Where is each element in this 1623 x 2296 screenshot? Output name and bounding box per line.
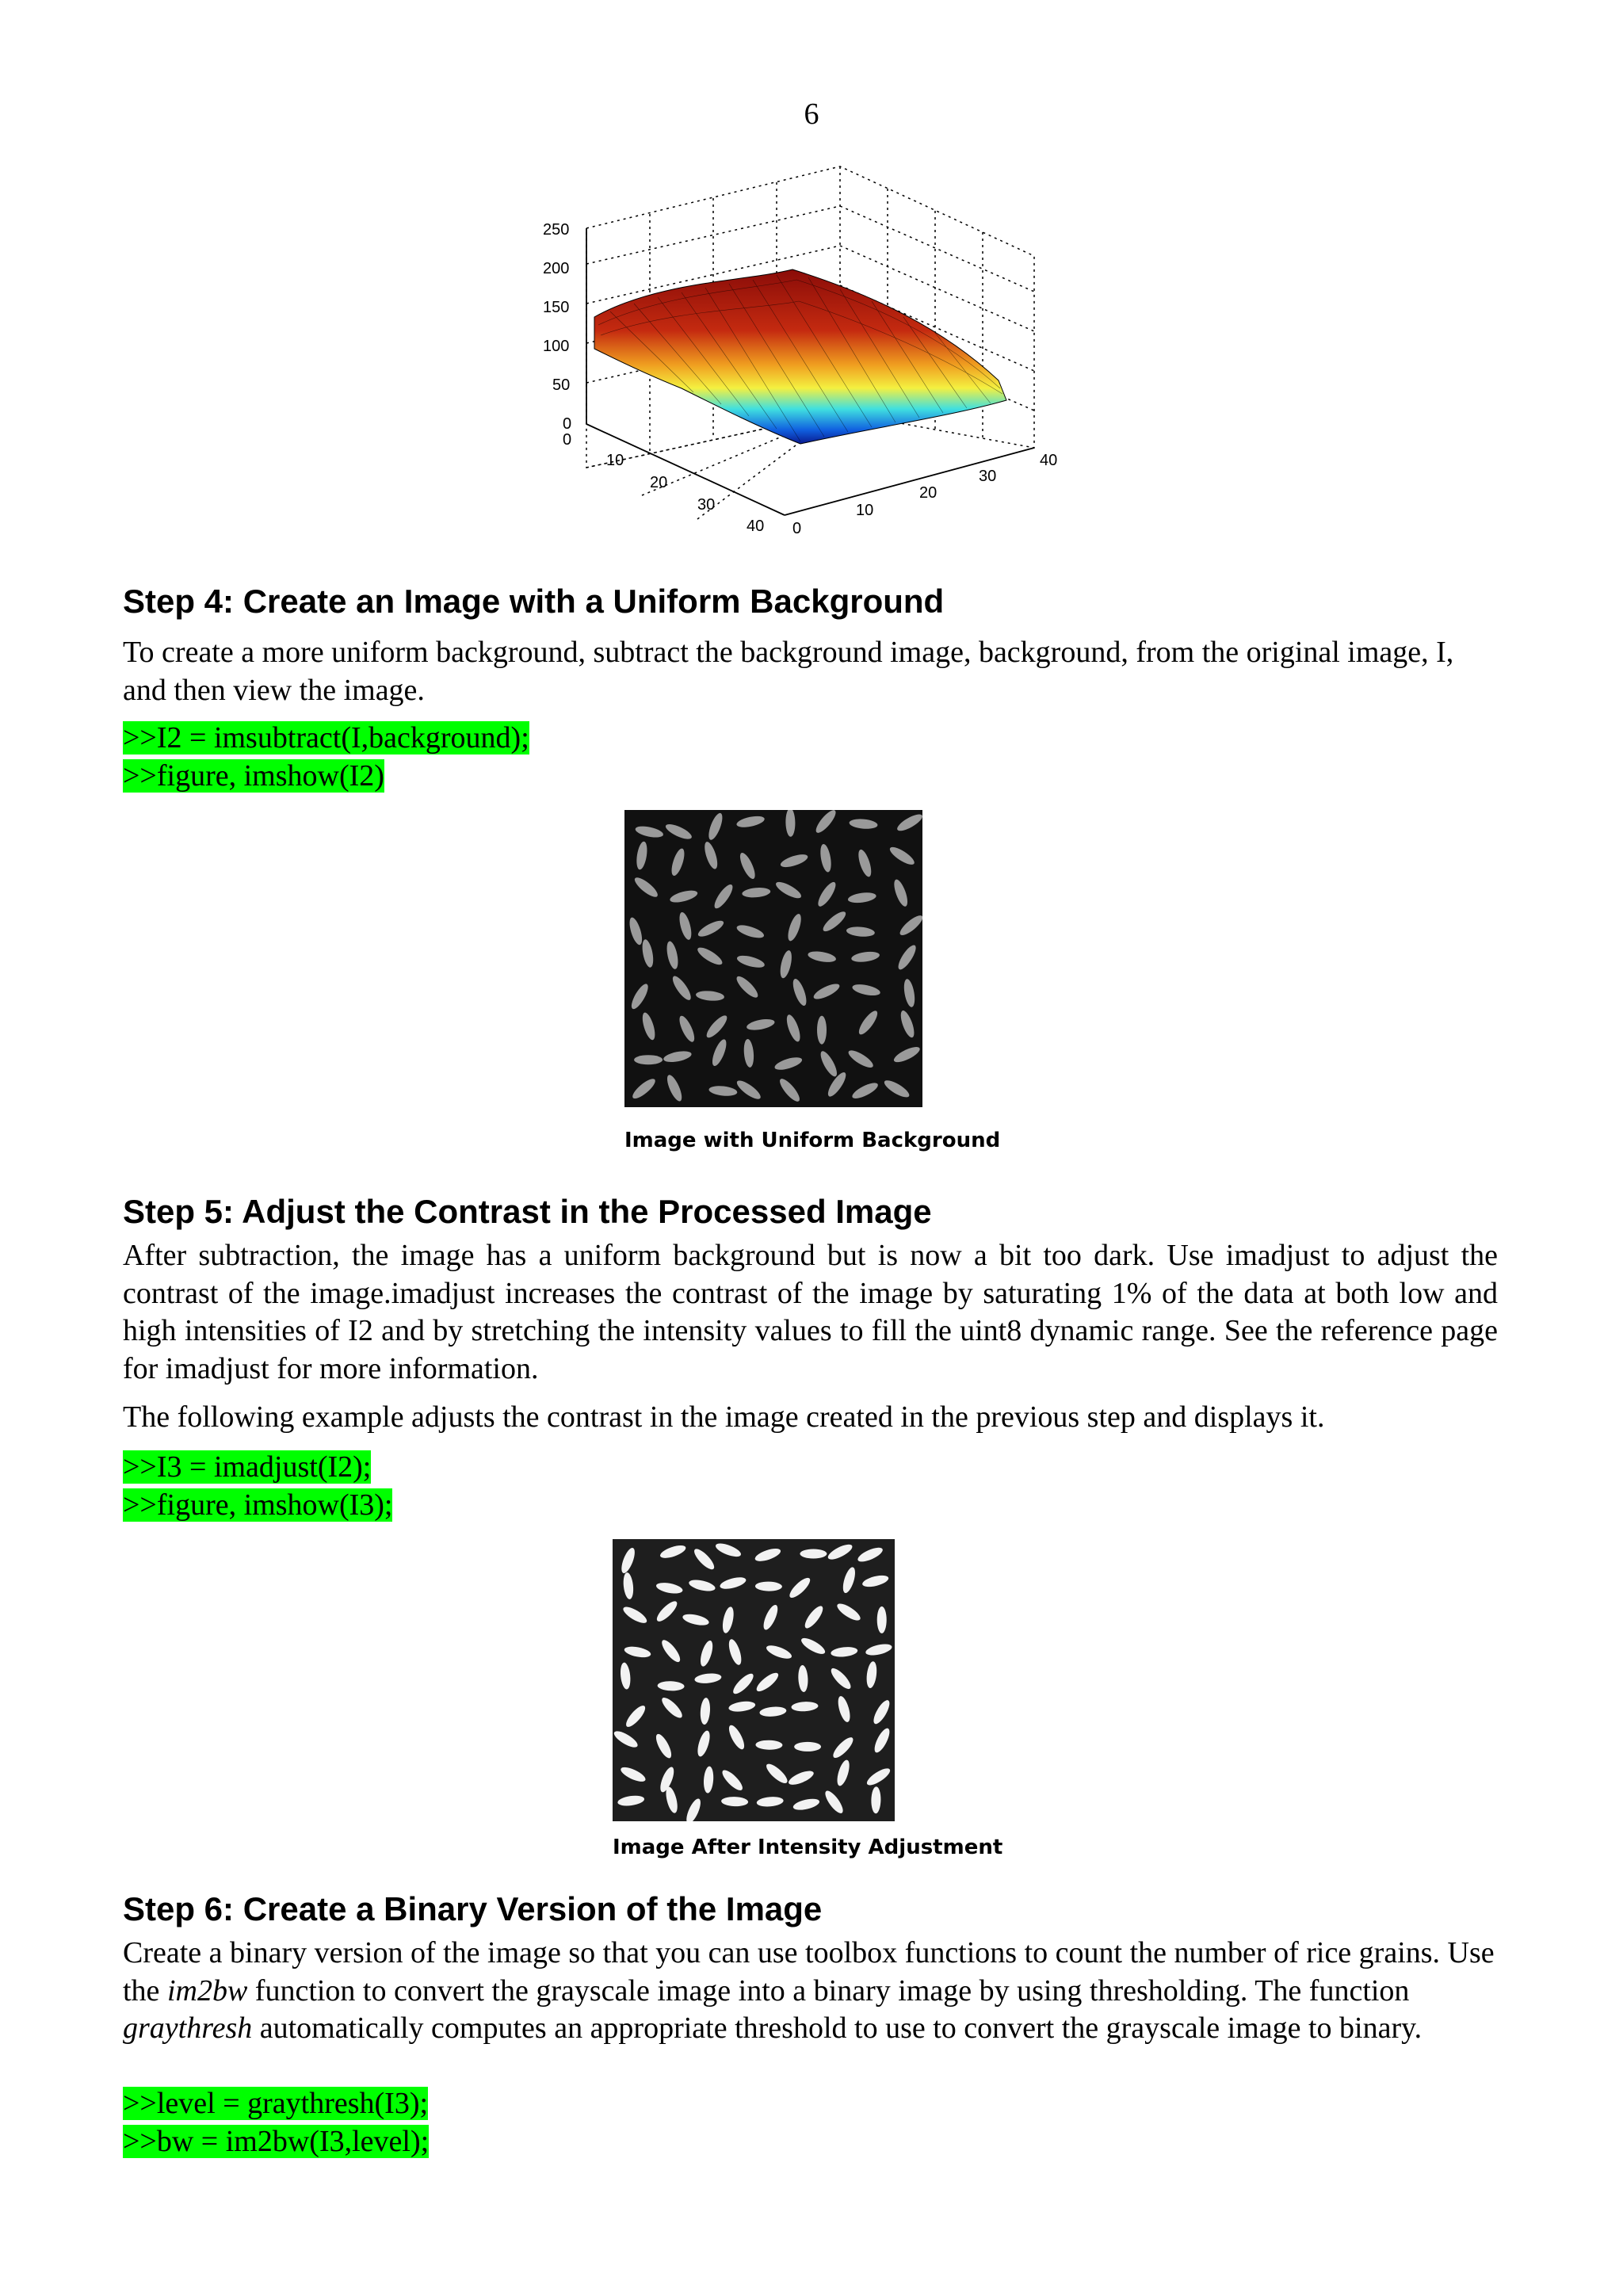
rice-grain	[735, 814, 766, 829]
rice-grain	[754, 1546, 782, 1564]
rice-grain	[791, 1701, 819, 1712]
function-name: im2bw	[166, 1973, 248, 2008]
page-number: 6	[804, 97, 819, 131]
y-tick: 10	[856, 502, 874, 519]
rice-grain	[704, 1013, 730, 1041]
rice-grain	[684, 1797, 704, 1821]
rice-grain	[659, 1695, 685, 1721]
rice-grain	[856, 848, 874, 878]
rice-grain	[719, 1575, 747, 1591]
z-tick: 50	[552, 376, 571, 394]
code-line: >>level = graythresh(I3);	[123, 2087, 429, 2120]
rice-grain	[619, 1546, 637, 1575]
rice-grain	[628, 982, 651, 1011]
step4-code-block	[123, 720, 529, 795]
surface-mesh	[594, 269, 1006, 444]
rice-grain	[825, 1070, 849, 1099]
rice-grain	[659, 1637, 683, 1664]
rice-grain	[882, 1077, 911, 1100]
rice-grain	[764, 1761, 790, 1786]
step4-heading: Step 4: Create an Image with a Uniform Background	[123, 583, 945, 620]
rice-grain	[897, 912, 922, 938]
rice-grain	[834, 1759, 851, 1787]
code-line: >>figure, imshow(I3);	[123, 1488, 393, 1522]
rice-grain	[778, 949, 794, 980]
rice-grain	[865, 1642, 893, 1657]
rice-grain	[851, 982, 881, 997]
rice-grain	[619, 1764, 647, 1784]
step6-code-block	[123, 2085, 429, 2160]
rice-grain	[850, 950, 880, 964]
uniform-background-image	[624, 810, 922, 1107]
rice-grain	[826, 1541, 854, 1562]
rice-grain	[819, 843, 833, 873]
rice-grain	[871, 1698, 892, 1725]
rice-grain	[856, 1008, 880, 1037]
rice-grain	[714, 1541, 743, 1559]
rice-grain	[623, 1703, 647, 1730]
step5-heading: Step 5: Adjust the Contrast in the Processed Image	[123, 1193, 932, 1230]
rice-grain	[841, 1566, 857, 1595]
y-tick: 0	[792, 520, 802, 537]
text-run: function to convert the grayscale image into a binary image by using thresholding. The function	[247, 1973, 1410, 2008]
rice-grain	[807, 949, 837, 964]
rice-grain	[617, 1794, 645, 1808]
rice-grain	[892, 1044, 922, 1065]
rice-grain	[755, 1581, 782, 1591]
rice-grain	[815, 880, 839, 909]
rice-grain	[895, 812, 922, 834]
function-name: graythresh	[123, 2011, 253, 2045]
rice-grain	[902, 978, 916, 1008]
rice-grain	[836, 1695, 853, 1724]
rice-grain	[634, 1055, 663, 1064]
rice-grain	[703, 1766, 714, 1794]
rice-grain	[872, 1726, 892, 1755]
x-tick: 0	[563, 431, 572, 449]
rice-grain	[865, 1766, 892, 1789]
step5-paragraph: The following example adjusts the contrast in the image created in the previous step and displays it.	[123, 1400, 1325, 1434]
z-tick: 0	[563, 415, 572, 433]
rice-grain	[622, 1572, 634, 1599]
rice-grain	[627, 916, 644, 946]
rice-grain	[759, 1706, 787, 1717]
text-run: automatically computes an appropriate threshold to use to convert the grayscale image to binary.	[252, 2011, 1423, 2045]
rice-grain	[794, 1742, 821, 1752]
rice-grain	[861, 1573, 890, 1589]
rice-grain	[754, 1670, 781, 1694]
rice-grain	[820, 909, 848, 934]
rice-grain	[695, 945, 724, 968]
rice-grain	[735, 923, 766, 941]
rice-grain	[800, 1549, 827, 1559]
rice-grain	[785, 810, 796, 837]
rice-grain	[640, 1011, 658, 1041]
rice-grain	[695, 1729, 712, 1758]
step4-paragraph: To create a more uniform background, subtract the background image, background, from the original image, I, and then view the image.	[123, 636, 1454, 707]
rice-grain	[798, 1665, 809, 1693]
rice-grain	[624, 1645, 652, 1659]
rice-grain	[802, 1603, 826, 1630]
rice-grain	[787, 1575, 813, 1600]
rice-grain	[670, 974, 693, 1003]
rice-grain	[669, 888, 699, 905]
rice-grain	[813, 810, 838, 835]
step6-heading: Step 6: Create a Binary Version of the Image	[123, 1890, 823, 1927]
rice-grain	[677, 911, 693, 941]
rice-grain	[799, 1635, 827, 1656]
rice-grain	[787, 1768, 815, 1787]
rice-grain	[728, 1700, 756, 1713]
rice-grain	[727, 1637, 744, 1666]
rice-grain	[779, 852, 809, 870]
rice-grain	[663, 1049, 693, 1064]
intensity-adjusted-image	[613, 1539, 895, 1821]
z-tick: 200	[543, 260, 570, 277]
rice-grain	[735, 1078, 763, 1102]
x-tick: 30	[697, 496, 716, 514]
rice-grain	[847, 891, 876, 904]
rice-grain	[849, 818, 878, 830]
rice-grain	[621, 1604, 649, 1626]
y-tick: 40	[1040, 452, 1058, 469]
rice-grain	[734, 973, 761, 1000]
rice-grain	[871, 1786, 881, 1813]
rice-grain	[640, 938, 655, 968]
rice-grain	[664, 1073, 685, 1103]
rice-grain	[898, 1009, 917, 1039]
rice-grain	[669, 847, 687, 877]
rice-grain	[743, 1038, 754, 1068]
z-tick: 250	[543, 221, 570, 239]
rice-grain	[731, 1671, 757, 1697]
rice-grain	[896, 943, 919, 972]
rice-grain	[828, 1665, 854, 1691]
rice-grain	[756, 1796, 784, 1808]
rice-grain	[765, 1643, 793, 1661]
rice-grain	[823, 1788, 846, 1816]
rice-grain	[702, 840, 720, 870]
rice-grain	[712, 882, 735, 911]
z-tick: 100	[543, 338, 570, 355]
rice-grain	[831, 1646, 858, 1658]
rice-grain	[831, 1735, 856, 1761]
rice-grain	[856, 1545, 884, 1564]
step5-code-block	[123, 1449, 392, 1524]
rice-grain	[792, 1797, 820, 1812]
rice-grain	[784, 1013, 803, 1043]
code-line: >>I3 = imadjust(I2);	[123, 1450, 372, 1484]
code-line: >>bw = im2bw(I3,level);	[123, 2124, 430, 2158]
rice-grain	[877, 1606, 887, 1633]
rice-grain	[834, 1601, 862, 1624]
rice-grain	[696, 918, 725, 939]
rice-grain	[654, 1599, 680, 1625]
rice-grain	[653, 1732, 674, 1760]
rice-grain	[742, 887, 771, 899]
rice-grain	[708, 1085, 738, 1098]
y-tick: 30	[979, 468, 997, 485]
rice-grain	[846, 1048, 876, 1071]
rice-grain	[773, 1055, 804, 1072]
rice-grain	[846, 926, 875, 938]
code-line: >>I2 = imsubtract(I,background);	[123, 721, 529, 755]
rice-grain	[709, 1037, 729, 1068]
rice-grain	[737, 851, 758, 881]
rice-grain	[657, 1681, 684, 1691]
x-tick: 10	[606, 452, 624, 469]
rice-grain	[888, 844, 917, 868]
rice-grain	[755, 1740, 782, 1750]
step6-paragraph	[123, 1935, 1498, 2048]
text-run: Create a binary version of the image so that you can use toolbox functions to count the number of rice grains. Use the	[123, 1936, 1495, 2008]
x-tick: 20	[650, 474, 668, 491]
rice-grain	[761, 1603, 781, 1632]
rice-grain	[773, 879, 803, 901]
rice-grain	[632, 875, 661, 900]
background-surface-plot	[523, 162, 1078, 543]
rice-grain	[735, 953, 766, 970]
rice-grain	[659, 1543, 687, 1561]
rice-grain	[698, 1639, 715, 1668]
figure-caption: Image After Intensity Adjustment	[613, 1836, 1003, 1859]
rice-grain	[850, 1080, 880, 1102]
rice-grain	[634, 824, 664, 839]
rice-grain	[706, 812, 725, 842]
rice-grain	[721, 1797, 748, 1807]
rice-grain	[630, 1076, 658, 1102]
rice-grain	[682, 1612, 710, 1627]
rice-grain	[619, 1662, 631, 1690]
rice-grain	[720, 1767, 746, 1794]
step5-paragraph: After subtraction, the image has a uniform background but is now a bit too dark. Use imadjust to adjust the contrast of the image.imadjust increases the contrast of the image by saturating 1% of the data at both low and high intensities of I2 and by stretching the intensity values to fill the uint8 dynamic range. See the reference page for imadjust for more information.	[123, 1239, 1498, 1385]
z-tick: 150	[543, 299, 570, 316]
rice-grain	[700, 1698, 711, 1725]
rice-grain	[777, 1076, 802, 1104]
rice-grain	[677, 1014, 697, 1044]
rice-grain	[865, 1660, 878, 1688]
rice-grain	[635, 841, 648, 870]
rice-grain	[688, 1578, 716, 1593]
rice-grain	[818, 1049, 840, 1079]
rice-grain	[746, 1017, 776, 1032]
rice-grain	[655, 1581, 684, 1595]
rice-grain	[694, 1672, 722, 1684]
rice-grain	[817, 1016, 827, 1045]
rice-grain	[720, 1606, 735, 1634]
y-tick: 20	[919, 484, 938, 502]
code-line: >>figure, imshow(I2)	[123, 758, 384, 793]
x-tick: 40	[747, 518, 765, 535]
rice-grain	[726, 1723, 747, 1752]
rice-grain	[812, 981, 842, 1003]
figure-caption: Image with Uniform Background	[624, 1129, 1001, 1152]
rice-grain	[696, 990, 725, 1002]
rice-grain	[790, 977, 809, 1007]
rice-grain	[892, 878, 911, 908]
rice-grain	[664, 821, 694, 842]
rice-grain	[785, 912, 804, 942]
rice-grain	[691, 1546, 716, 1572]
rice-grain	[665, 940, 680, 970]
rice-grain	[613, 1729, 640, 1751]
